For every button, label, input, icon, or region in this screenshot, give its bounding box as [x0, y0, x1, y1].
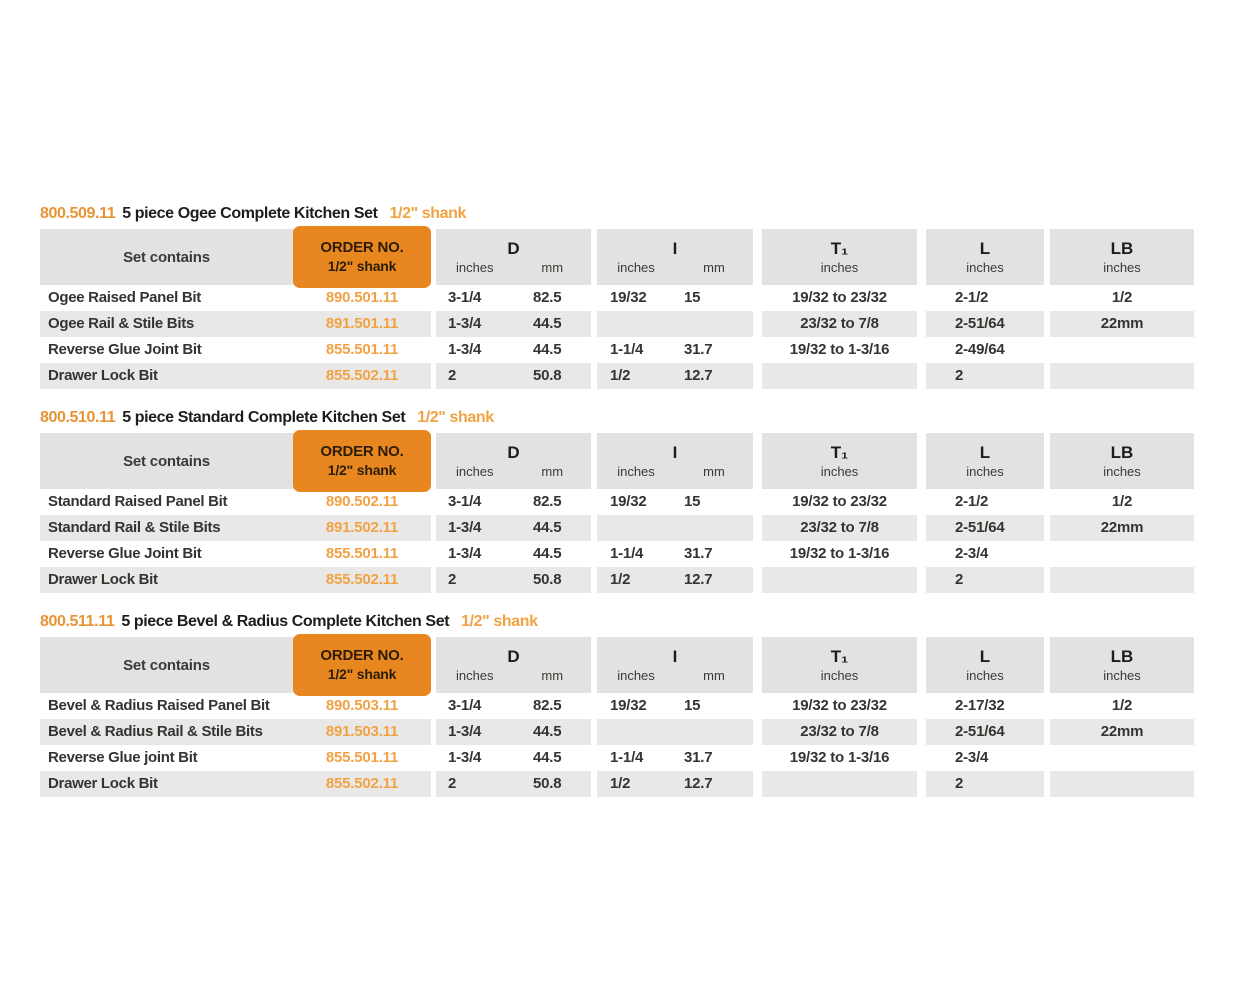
- cell-i-mm: 12.7: [675, 567, 753, 593]
- cell-set-contains: Ogee Raised Panel Bit: [48, 289, 201, 306]
- unit-label-inches: inches: [1103, 668, 1141, 683]
- cell-i-inches: 19/32: [610, 493, 647, 510]
- cell-l: 2-3/4: [955, 749, 989, 766]
- cell-i-mm: 31.7: [684, 545, 713, 562]
- unit-label-mm: mm: [703, 260, 725, 275]
- set-code: 800.511.11: [40, 613, 115, 630]
- unit-label-inches: inches: [966, 668, 1004, 683]
- cell-d-inches: 1-3/4: [448, 341, 482, 358]
- cell-d-inches: 1-3/4: [436, 311, 514, 337]
- unit-label-inches: inches: [455, 260, 494, 275]
- cell-d-inches: 3-1/4: [448, 289, 482, 306]
- unit-label-inches: inches: [820, 464, 859, 479]
- cell-lb: [1050, 771, 1194, 797]
- unit-label-inches: inches: [455, 668, 494, 683]
- set-title-row: [40, 407, 1194, 428]
- cell-i-mm: 12.7: [675, 363, 753, 389]
- table-body: [40, 285, 1194, 389]
- cell-lb: 1/2: [1111, 493, 1133, 510]
- unit-label-inches: inches: [617, 464, 655, 479]
- kitchen-set-table: [40, 407, 1194, 593]
- cell-set-contains: Reverse Glue Joint Bit: [48, 545, 202, 562]
- table-body: [40, 693, 1194, 797]
- unit-label-mm: mm: [703, 464, 725, 479]
- cell-lb: [1050, 745, 1194, 771]
- column-header-t1: T₁ inches: [762, 229, 917, 285]
- cell-l: 2-51/64: [926, 719, 1044, 745]
- table-header: [40, 637, 1194, 693]
- table-row: [40, 337, 1194, 363]
- cell-set-contains: Standard Raised Panel Bit: [48, 493, 228, 510]
- cell-l: 2: [926, 363, 1044, 389]
- set-title-row: [40, 611, 1194, 632]
- unit-label-inches: inches: [617, 260, 655, 275]
- cell-l: 2-51/64: [926, 515, 1044, 541]
- column-header-i: I inches mm: [597, 637, 753, 693]
- cell-set-contains: Bevel & Radius Rail & Stile Bits: [40, 719, 293, 745]
- cell-set-contains: Reverse Glue Joint Bit: [48, 341, 202, 358]
- cell-i-inches: 19/32: [610, 289, 647, 306]
- column-header-d: D inches mm: [436, 433, 591, 489]
- column-header-t1: T₁ inches: [762, 433, 917, 489]
- column-header-d: D inches mm: [436, 229, 591, 285]
- table-header: [40, 433, 1194, 489]
- cell-i-inches: 1-1/4: [610, 749, 644, 766]
- cell-t1: 19/32 to 23/32: [792, 289, 887, 306]
- cell-i-inches: 1/2: [597, 363, 675, 389]
- unit-label-mm: mm: [703, 668, 725, 683]
- cell-d-mm: 82.5: [533, 493, 562, 510]
- cell-t1: 23/32 to 7/8: [762, 311, 917, 337]
- order-no-header-badge: [293, 634, 431, 696]
- cell-d-mm: 82.5: [533, 697, 562, 714]
- order-no-label: ORDER NO.: [320, 238, 404, 256]
- table-row: [40, 567, 1194, 593]
- cell-d-mm: 44.5: [533, 545, 562, 562]
- cell-i-mm: [675, 719, 753, 745]
- catalog-tables: [40, 203, 1194, 815]
- cell-l: 2-17/32: [955, 697, 1005, 714]
- kitchen-set-table: [40, 203, 1194, 389]
- cell-d-inches: 1-3/4: [448, 749, 482, 766]
- cell-lb: [1050, 541, 1194, 567]
- table-row: [40, 285, 1194, 311]
- cell-t1: 19/32 to 23/32: [792, 493, 887, 510]
- column-header-lb: LB inches: [1050, 229, 1194, 285]
- cell-order-no: 855.501.11: [325, 341, 399, 358]
- unit-label-mm: mm: [541, 668, 564, 683]
- table-row: [40, 363, 1194, 389]
- cell-i-inches: 1-1/4: [610, 545, 644, 562]
- cell-d-mm: 82.5: [533, 289, 562, 306]
- cell-set-contains: Drawer Lock Bit: [40, 771, 293, 797]
- cell-order-no: 890.501.11: [325, 289, 399, 306]
- set-title: 5 piece Standard Complete Kitchen Set: [122, 409, 406, 426]
- cell-d-inches: 1-3/4: [436, 719, 514, 745]
- cell-i-mm: 31.7: [684, 749, 713, 766]
- cell-d-mm: 44.5: [514, 311, 591, 337]
- cell-d-mm: 44.5: [514, 515, 591, 541]
- column-header-l: L inches: [926, 229, 1044, 285]
- table-body: [40, 489, 1194, 593]
- order-no-label: ORDER NO.: [320, 442, 404, 460]
- cell-l: 2-1/2: [955, 493, 989, 510]
- column-header-set-contains: Set contains: [123, 656, 210, 674]
- cell-i-inches: [597, 719, 675, 745]
- cell-i-inches: 19/32: [610, 697, 647, 714]
- cell-lb: 1/2: [1111, 289, 1133, 306]
- table-row: [40, 515, 1194, 541]
- cell-i-mm: [675, 515, 753, 541]
- cell-d-inches: 2: [436, 771, 514, 797]
- column-header-t1: T₁ inches: [762, 637, 917, 693]
- cell-l: 2-51/64: [926, 311, 1044, 337]
- column-header-lb: LB inches: [1050, 637, 1194, 693]
- kitchen-set-table: [40, 611, 1194, 797]
- order-no-header-badge: [293, 226, 431, 288]
- cell-lb: [1050, 363, 1194, 389]
- order-shank-label: 1/2" shank: [327, 461, 397, 478]
- table-row: [40, 693, 1194, 719]
- set-title: 5 piece Bevel & Radius Complete Kitchen Set: [121, 613, 450, 630]
- cell-order-no: 890.502.11: [325, 493, 399, 510]
- table-row: [40, 719, 1194, 745]
- cell-i-inches: 1/2: [597, 771, 675, 797]
- order-no-header-badge: [293, 430, 431, 492]
- unit-label-inches: inches: [966, 464, 1004, 479]
- column-header-d: D inches mm: [436, 637, 591, 693]
- set-code: 800.510.11: [40, 409, 116, 426]
- cell-lb: 22mm: [1050, 719, 1194, 745]
- cell-order-no: 855.502.11: [293, 363, 431, 389]
- cell-d-mm: 50.8: [514, 363, 591, 389]
- cell-i-mm: [675, 311, 753, 337]
- cell-d-mm: 50.8: [514, 567, 591, 593]
- column-header-i: I inches mm: [597, 433, 753, 489]
- cell-d-inches: 1-3/4: [436, 515, 514, 541]
- set-shank-size: 1/2" shank: [461, 613, 538, 630]
- cell-t1: [762, 567, 917, 593]
- unit-label-mm: mm: [541, 260, 564, 275]
- cell-i-mm: 31.7: [684, 341, 713, 358]
- cell-set-contains: Drawer Lock Bit: [40, 567, 293, 593]
- cell-i-mm: 15: [684, 697, 701, 714]
- column-header-i: I inches mm: [597, 229, 753, 285]
- set-shank-size: 1/2" shank: [389, 205, 467, 222]
- cell-t1: 19/32 to 1-3/16: [789, 341, 890, 358]
- cell-t1: 19/32 to 23/32: [792, 697, 887, 714]
- set-title-row: [40, 203, 1194, 224]
- unit-label-inches: inches: [820, 260, 859, 275]
- cell-order-no: 855.501.11: [325, 545, 399, 562]
- cell-d-mm: 44.5: [514, 719, 591, 745]
- cell-t1: 19/32 to 1-3/16: [789, 545, 890, 562]
- cell-order-no: 855.501.11: [325, 749, 399, 766]
- table-row: [40, 489, 1194, 515]
- column-header-set-contains: Set contains: [123, 248, 210, 266]
- cell-set-contains: Standard Rail & Stile Bits: [40, 515, 293, 541]
- cell-order-no: 891.502.11: [293, 515, 431, 541]
- cell-lb: 1/2: [1111, 697, 1133, 714]
- order-shank-label: 1/2" shank: [327, 665, 397, 682]
- cell-order-no: 891.503.11: [293, 719, 431, 745]
- cell-t1: [762, 771, 917, 797]
- cell-i-inches: 1/2: [597, 567, 675, 593]
- cell-i-inches: [597, 515, 675, 541]
- table-row: [40, 771, 1194, 797]
- cell-set-contains: Bevel & Radius Raised Panel Bit: [48, 697, 270, 714]
- cell-l: 2-1/2: [955, 289, 989, 306]
- cell-l: 2: [926, 771, 1044, 797]
- order-shank-label: 1/2" shank: [327, 257, 397, 274]
- cell-d-inches: 2: [436, 567, 514, 593]
- cell-i-inches: [597, 311, 675, 337]
- cell-i-inches: 1-1/4: [610, 341, 644, 358]
- cell-lb: [1050, 337, 1194, 363]
- cell-d-inches: 3-1/4: [448, 697, 482, 714]
- column-header-l: L inches: [926, 433, 1044, 489]
- table-row: [40, 745, 1194, 771]
- cell-d-mm: 44.5: [533, 341, 562, 358]
- order-no-label: ORDER NO.: [320, 646, 404, 664]
- cell-d-inches: 2: [436, 363, 514, 389]
- column-header-set-contains: Set contains: [123, 452, 210, 470]
- unit-label-inches: inches: [966, 260, 1004, 275]
- table-header: [40, 229, 1194, 285]
- cell-i-mm: 12.7: [675, 771, 753, 797]
- cell-l: 2: [926, 567, 1044, 593]
- cell-set-contains: Ogee Rail & Stile Bits: [40, 311, 293, 337]
- cell-order-no: 890.503.11: [325, 697, 399, 714]
- cell-lb: 22mm: [1050, 515, 1194, 541]
- table-row: [40, 541, 1194, 567]
- cell-order-no: 855.502.11: [293, 567, 431, 593]
- cell-set-contains: Reverse Glue joint Bit: [48, 749, 198, 766]
- cell-t1: [762, 363, 917, 389]
- cell-l: 2-49/64: [955, 341, 1005, 358]
- cell-lb: 22mm: [1050, 311, 1194, 337]
- cell-t1: 19/32 to 1-3/16: [789, 749, 890, 766]
- unit-label-inches: inches: [1103, 260, 1141, 275]
- cell-i-mm: 15: [684, 289, 701, 306]
- cell-lb: [1050, 567, 1194, 593]
- column-header-l: L inches: [926, 637, 1044, 693]
- cell-set-contains: Drawer Lock Bit: [40, 363, 293, 389]
- cell-d-inches: 3-1/4: [448, 493, 482, 510]
- cell-d-mm: 44.5: [533, 749, 562, 766]
- cell-t1: 23/32 to 7/8: [762, 719, 917, 745]
- unit-label-inches: inches: [617, 668, 655, 683]
- cell-l: 2-3/4: [955, 545, 989, 562]
- unit-label-mm: mm: [541, 464, 564, 479]
- cell-i-mm: 15: [684, 493, 701, 510]
- set-code: 800.509.11: [40, 205, 116, 222]
- table-row: [40, 311, 1194, 337]
- cell-d-inches: 1-3/4: [448, 545, 482, 562]
- cell-t1: 23/32 to 7/8: [762, 515, 917, 541]
- cell-d-mm: 50.8: [514, 771, 591, 797]
- unit-label-inches: inches: [1103, 464, 1141, 479]
- column-header-lb: LB inches: [1050, 433, 1194, 489]
- cell-order-no: 891.501.11: [293, 311, 431, 337]
- set-title: 5 piece Ogee Complete Kitchen Set: [122, 205, 378, 222]
- cell-order-no: 855.502.11: [293, 771, 431, 797]
- set-shank-size: 1/2" shank: [417, 409, 494, 426]
- unit-label-inches: inches: [455, 464, 494, 479]
- unit-label-inches: inches: [820, 668, 859, 683]
